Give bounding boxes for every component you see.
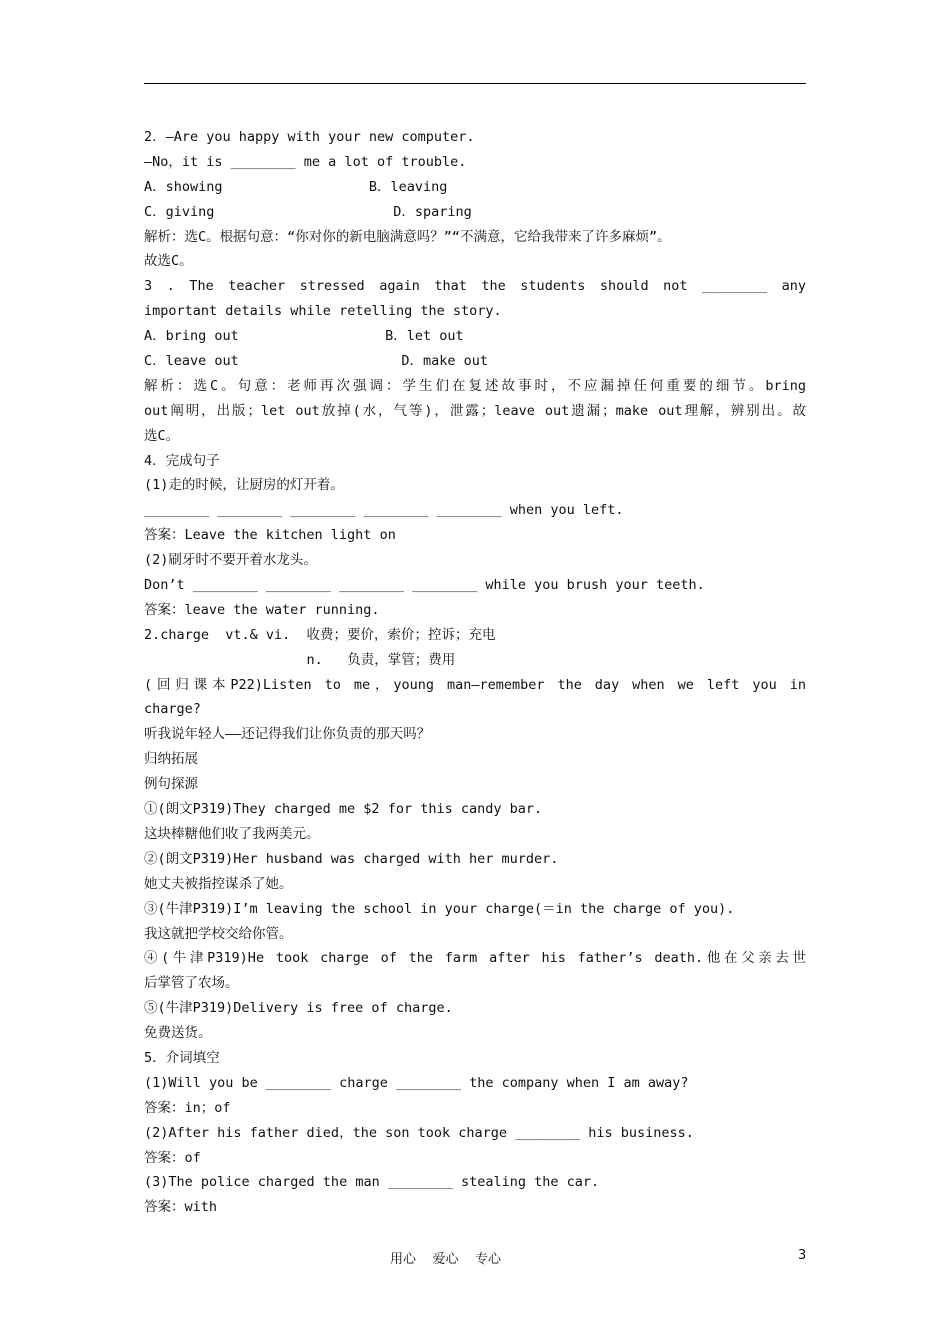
text-line: ⑤(牛津P319)Delivery is free of charge. [144, 1000, 453, 1017]
text-line: 免费送货。 [144, 1025, 212, 1042]
text-line: ④(牛津P319)He took charge of the farm after his father’s death.他在父亲去世 [144, 950, 806, 967]
text-line: 解析：选C。句意：老师再次强调：学生们在复述故事时，不应漏掉任何重要的细节。bring [144, 377, 806, 394]
text-line: —No，it is ________ me a lot of trouble. [144, 153, 467, 170]
text-line: (2)刷牙时不要开着水龙头。 [144, 552, 317, 569]
text-line: 这块棒糖他们收了我两美元。 [144, 825, 320, 842]
text-line: 4．完成句子 [144, 452, 220, 469]
text-line: ①(朗文P319)They charged me $2 for this candy bar. [144, 801, 543, 818]
text-line: 答案：with [144, 1199, 218, 1216]
header-rule [144, 83, 806, 84]
text-line: A．bring out B．let out [144, 328, 464, 345]
text-line: Don’t ________ ________ ________ ________ while you brush your teeth. [144, 577, 705, 594]
text-line: 后掌管了农场。 [144, 975, 239, 992]
text-line: 听我说年轻人——还记得我们让你负责的那天吗？ [144, 726, 431, 743]
text-line: (2)After his father died，the son took charge ________ his business. [144, 1124, 694, 1141]
text-line: 归纳拓展 [144, 751, 198, 768]
text-line: C．leave out D．make out [144, 353, 488, 370]
page-footer [0, 1248, 950, 1268]
text-line: ③(牛津P319)I’m leaving the school in your charge(＝in the charge of you). [144, 900, 735, 917]
text-line: 答案：leave the water running. [144, 601, 380, 618]
footer-motto: 用心 爱心 专心 [390, 1252, 502, 1267]
text-line: 2．—Are you happy with your new computer. [144, 129, 475, 145]
text-line: n. 负责，掌管；费用 [144, 651, 456, 668]
text-line: (1)走的时候，让厨房的灯开着。 [144, 477, 344, 494]
text-line: 选C。 [144, 427, 180, 444]
text-line: 例句探源 [144, 776, 198, 793]
text-line: (回归课本P22)Listen to me，young man—remember the day when we left you in [144, 676, 806, 693]
text-line: 5．介词填空 [144, 1049, 220, 1066]
text-line: out阐明，出版；let out放掉(水，气等)，泄露；leave out遗漏；make out理解，辨别出。故 [144, 402, 806, 419]
document-body [144, 125, 806, 1220]
text-line: 故选C。 [144, 253, 193, 270]
text-line: 她丈夫被指控谋杀了她。 [144, 875, 293, 892]
text-line: (1)Will you be ________ charge ________ the company when I am away? [144, 1074, 689, 1091]
text-line: 答案：in；of [144, 1099, 231, 1116]
text-line: 答案：of [144, 1149, 201, 1166]
text-line: important details while retelling the story. [144, 303, 502, 320]
text-line: ________ ________ ________ ________ ________ when you left. [144, 502, 624, 519]
text-line: C．giving D．sparing [144, 203, 472, 220]
text-line: A．showing B．leaving [144, 178, 448, 195]
page-number: 3 [798, 1248, 807, 1263]
text-line: 我这就把学校交给你管。 [144, 925, 293, 942]
text-line: ②(朗文P319)Her husband was charged with her murder. [144, 850, 559, 867]
text-line: 解析：选C。根据句意：“你对你的新电脑满意吗？”“不满意，它给我带来了许多麻烦”。 [144, 228, 671, 245]
text-line: 答案：Leave the kitchen light on [144, 527, 396, 544]
text-line: (3)The police charged the man ________ stealing the car. [144, 1174, 600, 1191]
text-line: 3 . The teacher stressed again that the students should not ________ any [144, 278, 806, 295]
text-line: charge? [144, 701, 201, 718]
text-line: 2.charge vt.& vi. 收费；要价，索价；控诉；充电 [144, 626, 496, 643]
